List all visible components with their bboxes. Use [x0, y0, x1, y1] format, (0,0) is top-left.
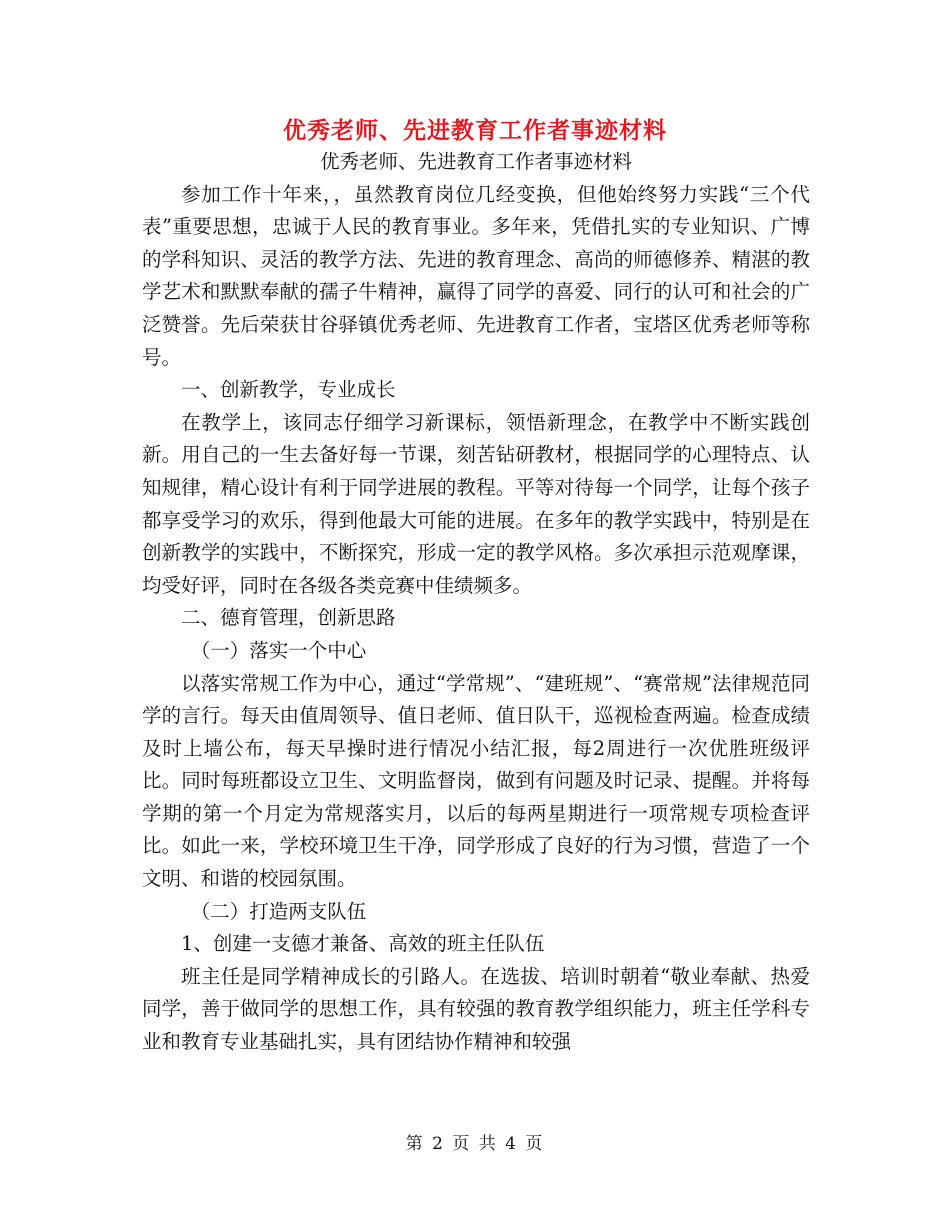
document-subtitle: 优秀老师、先进教育工作者事迹材料 [319, 150, 632, 173]
paragraph-routine: 以落实常规工作为中心，通过“学常规”、“建班规”、“赛常规”法律规范同学的言行。每天由值周领导、值日老师、值日队干，巡视检查两遍。检查成绩及时上墙公布，每天早操时进行情况小结汇报，每2周进行一次优胜班级评比。同时每班都设立卫生、文明监督岗，做到有问题及时记录、提醒。并将每学期的第一个月定为常规落实月，以后的每两星期进行一项常规专项检查评比。如此一来，学校环境卫生干净，同学形成了良好的行为习惯，营造了一个文明、和谐的校园氛围。 [142, 671, 810, 891]
section-heading-2: 二、德育管理，创新思路 [181, 606, 396, 630]
list-item-heading-1: 1、创建一支德才兼备、高效的班主任队伍 [181, 932, 545, 956]
paragraph-intro: 参加工作十年来，，虽然教育岗位几经变换，但他始终努力实践“三个代表”重要思想，忠诚于人民的教育事业。多年来，凭借扎实的专业知识、广博的学科知识、灵活的教学方法、先进的教育理念、高尚的师德修养、精湛的教学艺术和默默奉献的孺子牛精神，赢得了同学的喜爱、同行的认可和社会的广泛赞誉。先后荣获甘谷驿镇优秀老师、先进教育工作者，宝塔区优秀老师等称号。 [142, 182, 810, 369]
document-body [142, 146, 810, 1059]
page-number-footer: 第 2 页 共 4 页 [405, 1134, 545, 1154]
paragraph-class-teacher: 班主任是同学精神成长的引路人。在选拔、培训时朝着“敬业奉献、热爱同学，善于做同学的思想工作，具有较强的教育教学组织能力，班主任学科专业和教育专业基础扎实，具有团结协作精神和较强 [142, 964, 810, 1054]
subsection-heading-2: （二）打造两支队伍 [190, 899, 367, 923]
document-title: 优秀老师、先进教育工作者事迹材料 [283, 117, 667, 144]
subsection-heading-1: （一）落实一个中心 [190, 638, 367, 662]
section-heading-1: 一、创新教学，专业成长 [181, 378, 396, 402]
paragraph-teaching: 在教学上，该同志仔细学习新课标，领悟新理念，在教学中不断实践创新。用自己的一生去备好每一节课，刻苦钻研教材，根据同学的心理特点、认知规律，精心设计有利于同学进展的教程。平等对待每一个同学，让每个孩子都享受学习的欢乐，得到他最大可能的进展。在多年的教学实践中，特别是在创新教学的实践中，不断探究，形成一定的教学风格。多次承担示范观摩课，均受好评，同时在各级各类竞赛中佳绩频多。 [142, 410, 810, 597]
